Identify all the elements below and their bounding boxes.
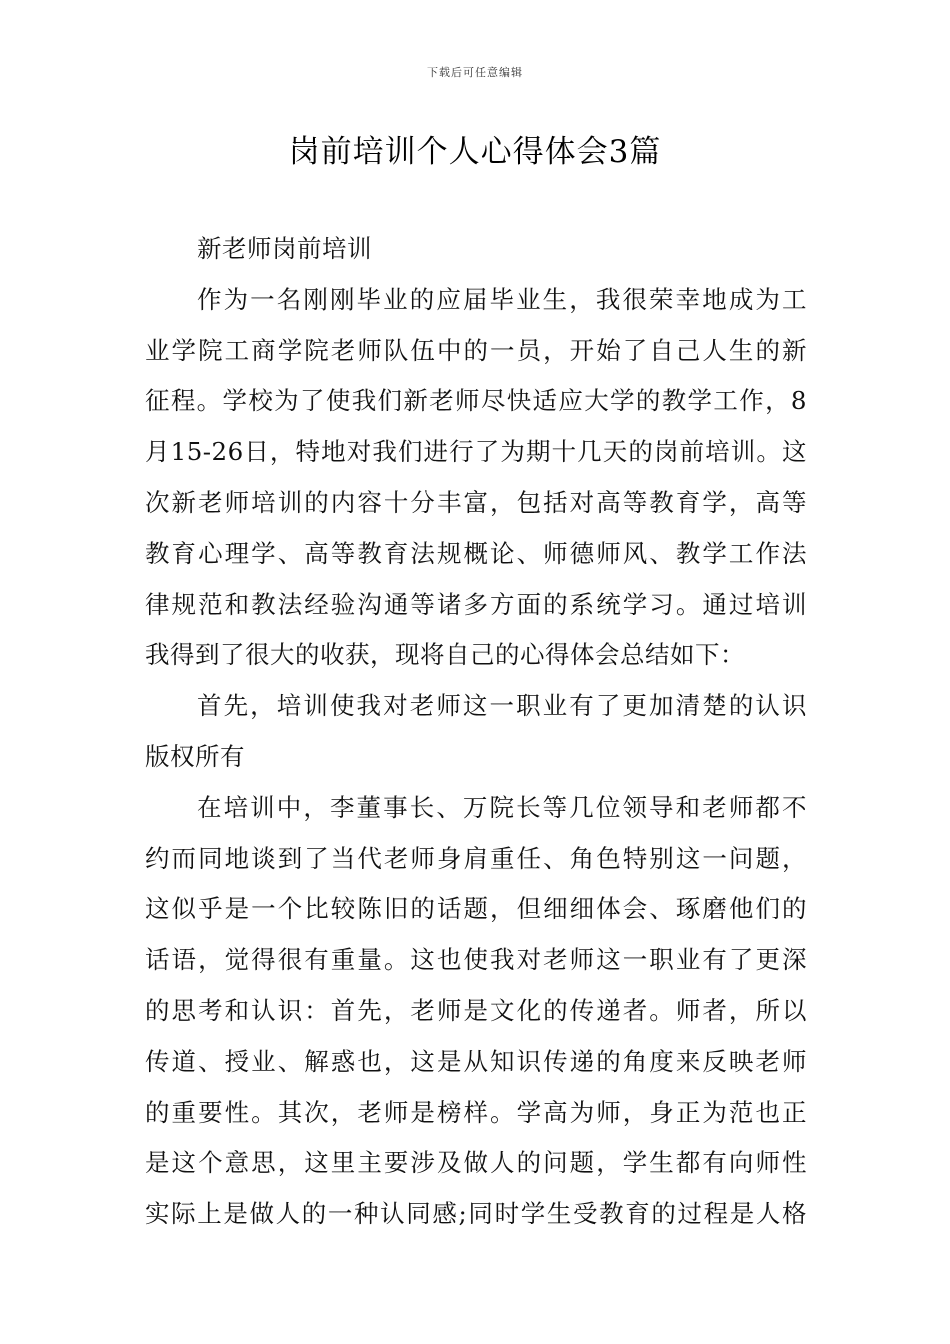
document-body: [145, 224, 807, 1240]
body-line: 的重要性。其次，老师是榜样。学高为师，身正为范也正: [145, 1097, 807, 1127]
body-line: 这似乎是一个比较陈旧的话题，但细细体会、琢磨他们的: [145, 894, 807, 924]
header-note: 下载后可任意编辑: [427, 66, 523, 79]
body-line: 的思考和认识：首先，老师是文化的传递者。师者，所以: [145, 995, 807, 1025]
body-line: 在培训中，李董事长、万院长等几位领导和老师都不: [197, 792, 807, 822]
body-line: 首先，培训使我对老师这一职业有了更加清楚的认识: [197, 691, 807, 721]
section-heading: 新老师岗前培训: [197, 234, 372, 263]
body-line: 征程。学校为了使我们新老师尽快适应大学的教学工作，8: [145, 386, 807, 416]
body-line: 次新老师培训的内容十分丰富，包括对高等教育学，高等: [145, 487, 807, 517]
body-line: 律规范和教法经验沟通等诸多方面的系统学习。通过培训: [145, 589, 807, 619]
body-line: 作为一名刚刚毕业的应届毕业生，我很荣幸地成为工: [197, 284, 807, 314]
body-line: 教育心理学、高等教育法规概论、师德师风、教学工作法: [145, 538, 807, 568]
body-line: 月15-26日，特地对我们进行了为期十几天的岗前培训。这: [145, 437, 807, 467]
body-line: 我得到了很大的收获，现将自己的心得体会总结如下：: [145, 640, 745, 670]
body-line: 实际上是做人的一种认同感;同时学生受教育的过程是人格: [145, 1199, 807, 1229]
body-line: 话语，觉得很有重量。这也使我对老师这一职业有了更深: [145, 945, 807, 975]
body-line: 是这个意思，这里主要涉及做人的问题，学生都有向师性: [145, 1148, 807, 1178]
document-title: 岗前培训个人心得体会3篇: [288, 134, 662, 170]
body-line: 版权所有: [145, 741, 245, 771]
body-line: 约而同地谈到了当代老师身肩重任、角色特别这一问题，: [145, 843, 807, 873]
body-line: 业学院工商学院老师队伍中的一员，开始了自己人生的新: [145, 335, 807, 365]
body-line: 传道、授业、解惑也，这是从知识传递的角度来反映老师: [145, 1046, 807, 1076]
